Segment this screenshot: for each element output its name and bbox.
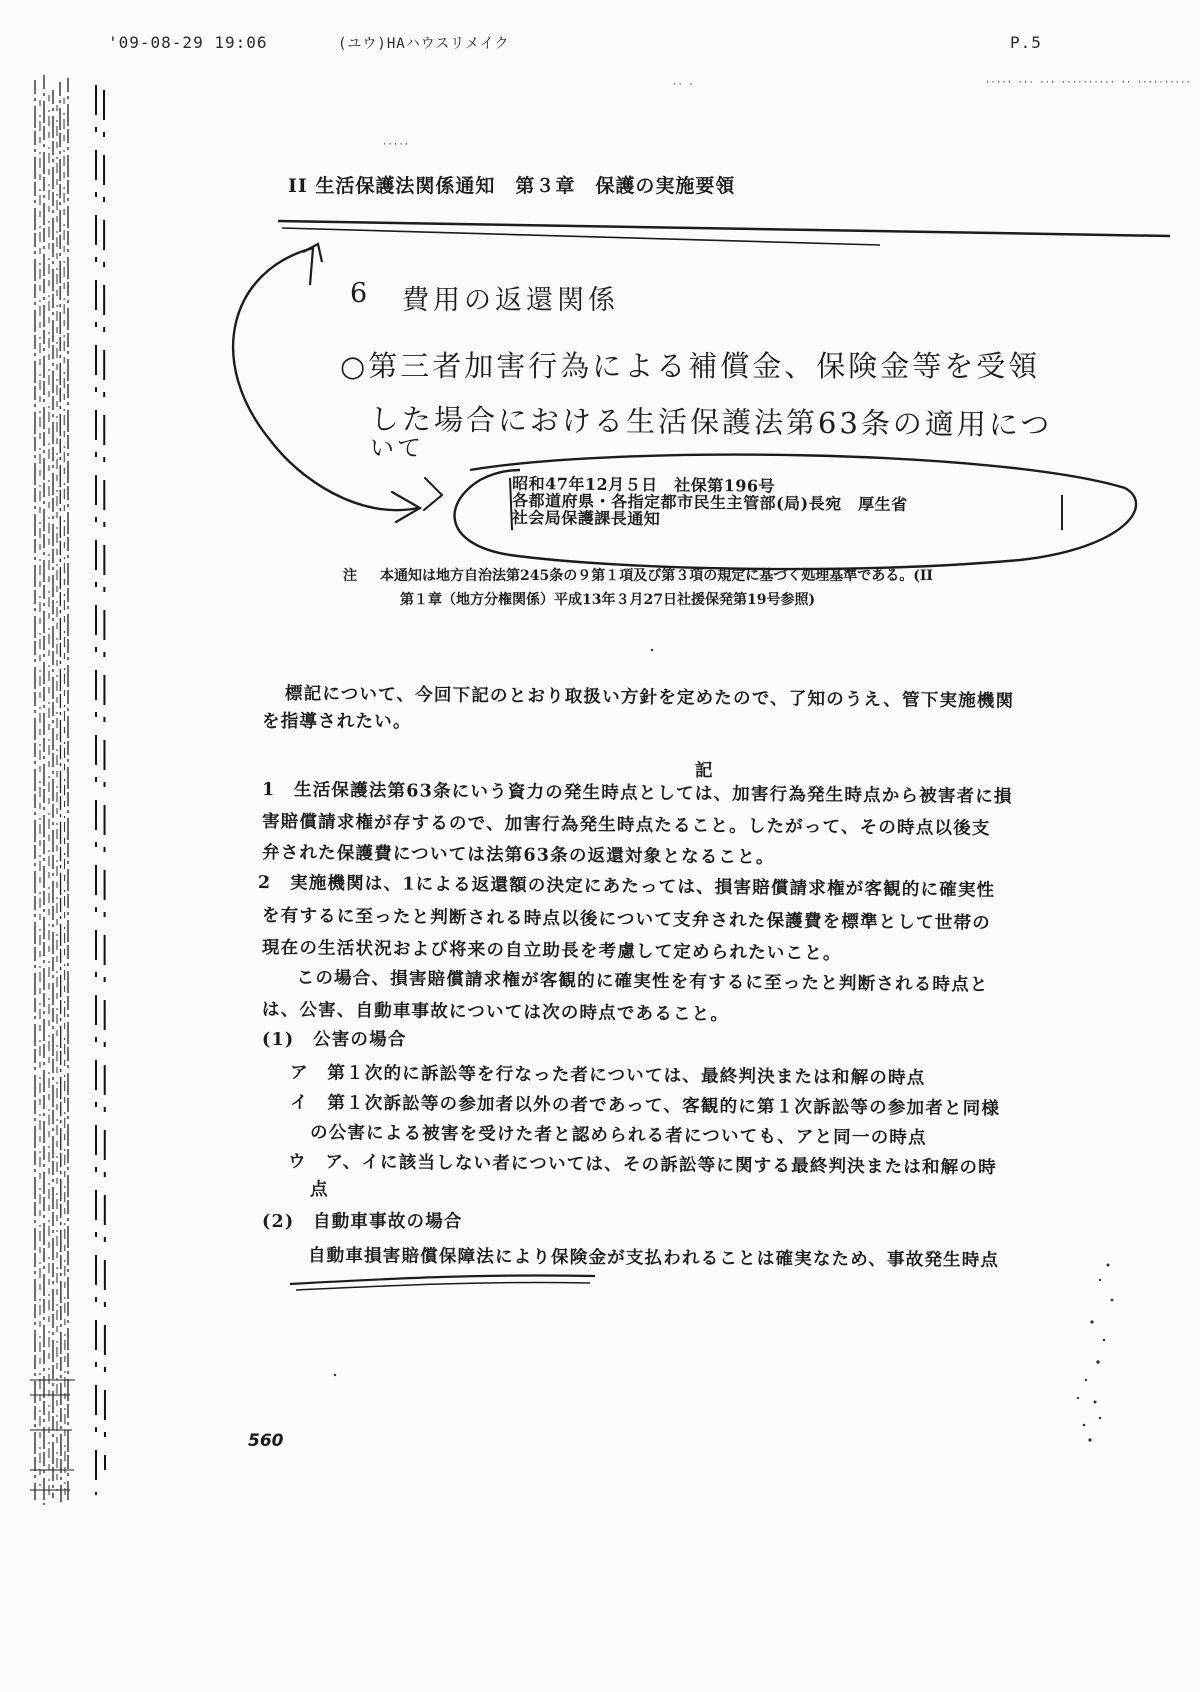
body-line: 自動車損害賠償保障法により保険金が支払われることは確実なため、事故発生時点	[307, 1246, 1000, 1271]
body-line: この場合、損害賠償請求権が客観的に確実性を有するに至ったと判断される時点と	[277, 968, 989, 996]
ki-heading: 記	[695, 761, 714, 781]
body-line: 点	[310, 1180, 329, 1200]
note-label: 注	[343, 568, 357, 584]
body-line: ウ ア、イに該当しない者については、その訴訟等に関する最終判決または和解の時	[287, 1152, 997, 1179]
body-line: を有するに至ったと判断される時点以後について支弁された保護費を標準として世帯の	[261, 906, 992, 934]
issuance-line: 昭和47年12月５日 社保第196号	[512, 473, 776, 496]
body-line: 現在の生活状況および将来の自立助長を考慮して定められたいこと。	[261, 938, 842, 965]
body-line: 弁された保護費については法第63条の返還対象となること。	[261, 843, 775, 868]
body-subheading: (2) 自動車事故の場合	[262, 1212, 463, 1232]
fax-datetime: '09-08-29 19:06	[108, 33, 268, 52]
scan-noise: ·····	[382, 140, 410, 150]
book-header-title: II 生活保護法関係通知 第３章 保護の実施要領	[288, 175, 736, 197]
fax-sender: (ユウ)HAハウスリメイク	[338, 36, 510, 52]
issuance-line: 社会局保護課長通知	[511, 507, 661, 529]
scan-noise: ·· ·	[672, 80, 694, 90]
body-line: の公害による被害を受けた者と認められる者についても、アと同一の時点	[309, 1123, 927, 1149]
notice-title-line-1: ○第三者加害行為による補償金、保険金等を受領	[340, 349, 1041, 383]
body-subheading: (1) 公害の場合	[262, 1030, 407, 1050]
body-line: は、公害、自動車事故については次の時点であること。	[261, 1000, 730, 1025]
issuance-line: 各都道府県・各指定都市民生主管部(局)長宛 厚生省	[511, 490, 908, 515]
page-number: 560	[248, 1431, 284, 1451]
body-intro-line: を指導されたい。	[262, 712, 412, 732]
body-line: 2 実施機関は、1による返還額の決定にあたっては、損害賠償請求権が客観的に確実性	[257, 873, 996, 901]
fax-page: P.5	[1010, 33, 1042, 52]
body-line: イ 第１次訴訟等の参加者以外の者であって、客観的に第１次訴訟等の参加者と同様	[289, 1093, 1001, 1120]
note-line: 第１章（地方分権関係）平成13年３月27日社援保発第19号参照)	[400, 592, 816, 608]
body-line: 1 生活保護法第63条にいう資力の発生時点としては、加害行為発生時点から被害者に損	[261, 780, 1013, 808]
body-intro-line: 標記について、今回下記のとおり取扱い方針を定めたので、了知のうえ、管下実施機関	[284, 684, 1015, 712]
section-number: 6	[350, 278, 372, 309]
body-line: ア 第１次的に訴訟等を行なった者については、最終判決または和解の時点	[289, 1063, 926, 1089]
scan-noise: ····· ··· ··· ·········· ·· ··········	[985, 78, 1191, 88]
notice-title-line-2: した場合における生活保護法第63条の適用につ	[369, 402, 1053, 442]
note-line: 本通知は地方自治法第245条の９第１項及び第３項の規定に基づく処理基準である。(II	[380, 568, 933, 584]
section-title: 費用の返還関係	[402, 285, 619, 316]
notice-title-line-3: いて	[370, 434, 424, 462]
body-line: 害賠償請求権が存するので、加害行為発生時点たること。したがって、その時点以後支	[261, 812, 991, 839]
